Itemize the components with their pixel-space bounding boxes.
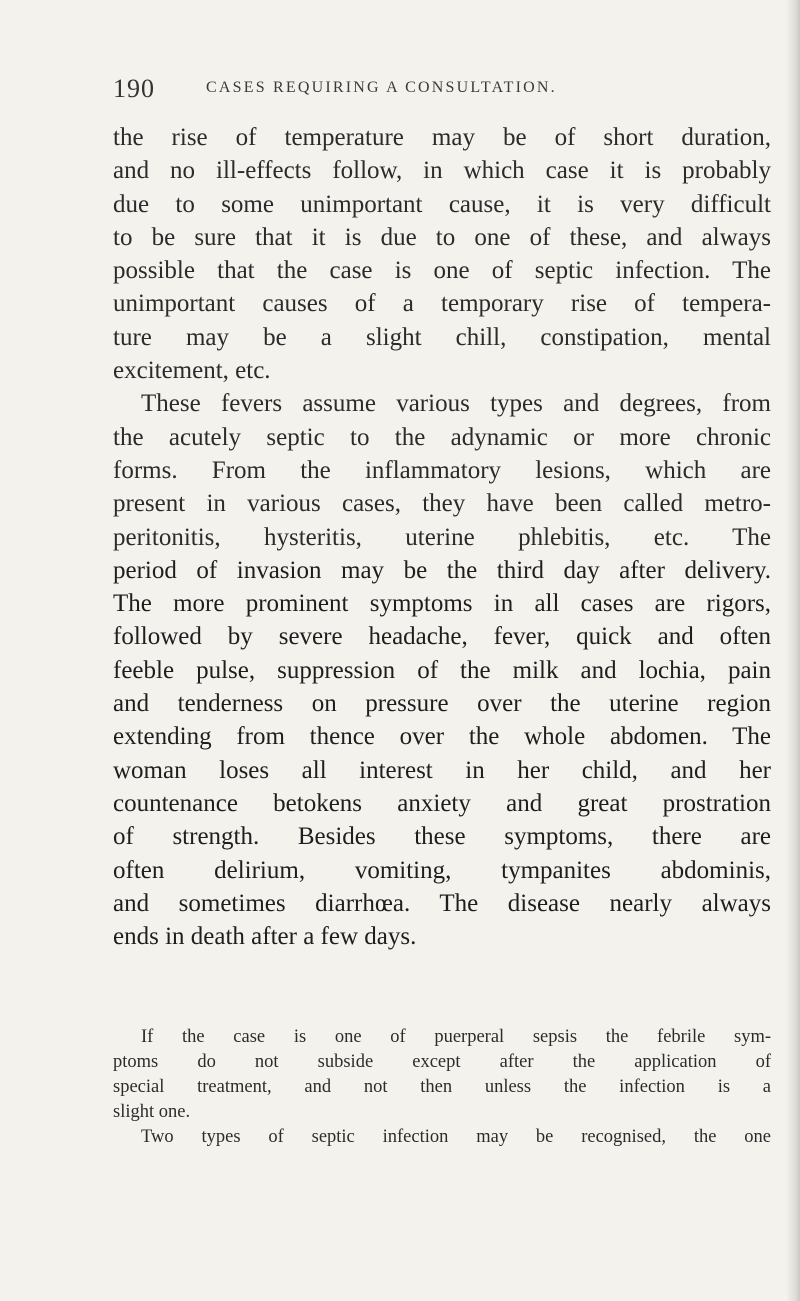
text-line: and sometimes diarrhœa. The disease nearly always	[113, 889, 771, 917]
text-line: unimportant causes of a temporary rise of tempera-	[113, 290, 771, 318]
main-text	[113, 121, 771, 953]
text-line: period of invasion may be the third day after delivery.	[113, 556, 771, 584]
note-line: slight one.	[113, 1102, 191, 1122]
text-line: often delirium, vomiting, tympanites abdominis,	[113, 856, 771, 884]
small-print-note	[113, 1025, 771, 1150]
text-line: the rise of temperature may be of short duration,	[113, 124, 771, 151]
text-line: excitement, etc.	[113, 357, 271, 385]
text-line: countenance betokens anxiety and great prostration	[113, 789, 771, 817]
note-line: Two types of septic infection may be recognised, the one	[141, 1127, 771, 1147]
text-line: due to some unimportant cause, it is very difficult	[113, 190, 771, 218]
text-line: woman loses all interest in her child, and her	[113, 756, 771, 784]
text-line: to be sure that it is due to one of these, and always	[113, 223, 771, 251]
text-line: ends in death after a few days.	[113, 923, 417, 951]
text-line: and tenderness on pressure over the uterine region	[113, 690, 771, 718]
text-line: ture may be a slight chill, constipation, mental	[113, 323, 771, 351]
note-line: special treatment, and not then unless the infection is a	[113, 1077, 771, 1097]
text-line: peritonitis, hysteritis, uterine phlebitis, etc. The	[113, 523, 771, 551]
page-edge-shadow	[786, 0, 800, 1301]
text-line: feeble pulse, suppression of the milk and lochia, pain	[113, 656, 771, 684]
text-line: the acutely septic to the adynamic or more chronic	[113, 423, 771, 451]
text-line: These fevers assume various types and degrees, from	[141, 390, 771, 418]
text-line: extending from thence over the whole abdomen. The	[113, 723, 771, 751]
page-number: 190	[113, 74, 155, 103]
text-line: present in various cases, they have been called metro-	[113, 490, 771, 518]
note-line: If the case is one of puerperal sepsis the febrile sym-	[141, 1027, 771, 1047]
text-line: of strength. Besides these symptoms, there are	[113, 823, 771, 851]
note-line: ptoms do not subside except after the application of	[113, 1052, 771, 1072]
running-head: CASES REQUIRING A CONSULTATION.	[206, 79, 557, 96]
text-line: forms. From the inflammatory lesions, which are	[113, 456, 771, 484]
text-line: and no ill-effects follow, in which case it is probably	[113, 157, 771, 185]
page-header	[113, 74, 773, 110]
text-line: possible that the case is one of septic infection. The	[113, 257, 771, 285]
text-line: The more prominent symptoms in all cases are rigors,	[113, 590, 771, 618]
text-line: followed by severe headache, fever, quick and often	[113, 623, 771, 651]
